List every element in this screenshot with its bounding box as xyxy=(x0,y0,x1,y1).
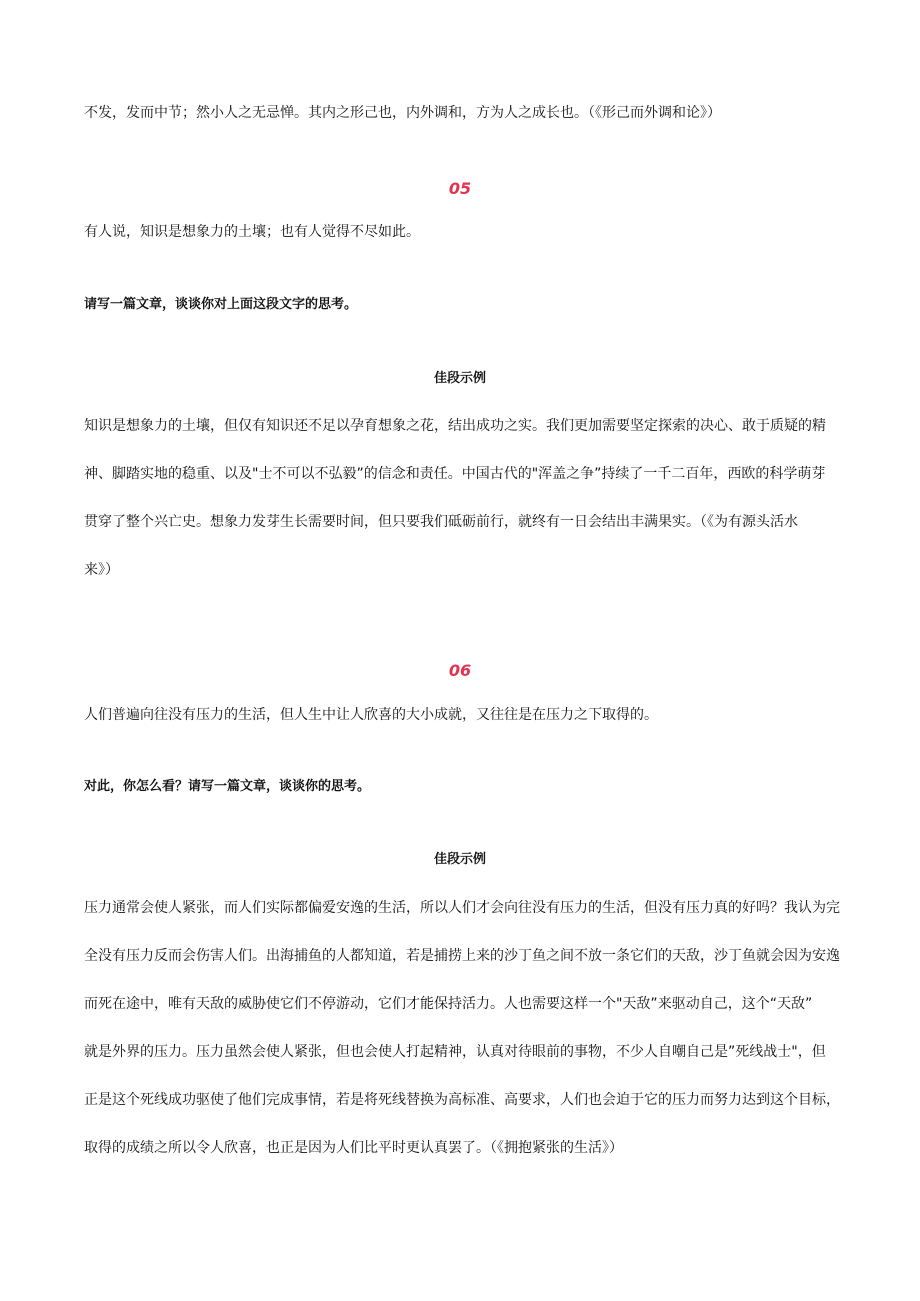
section-number-05: 05 xyxy=(448,179,472,198)
section-05-example-line: 贯穿了整个兴亡史。想象力发芽生长需要时间，但只要我们砥砺前行，就终有一日会结出丰满果实。（《为有源头活水 xyxy=(84,514,798,530)
section-06-example-line: 就是外界的压力。压力虽然会使人紧张，但也会使人打起精神，认真对待眼前的事物，不少人自嘲自己是”死线战士"，但 xyxy=(84,1044,826,1060)
section-05-instruction: 请写一篇文章，谈谈你对上面这段文字的思考。 xyxy=(84,297,358,312)
section-06-example-line: 取得的成绩之所以令人欣喜，也正是因为人们比平时更认真罢了。（《拥抱紧张的生活》） xyxy=(84,1140,623,1156)
section-06-example-line: 全没有压力反而会伤害人们。出海捕鱼的人都知道，若是捕捞上来的沙丁鱼之间不放一条它们的天敌，沙丁鱼就会因为安逸 xyxy=(84,948,840,964)
section-05-example-heading: 佳段示例 xyxy=(433,371,486,386)
section-05-example-line: 知识是想象力的土壤，但仅有知识还不足以孕育想象之花，结出成功之实。我们更加需要坚定探索的决心、敢于质疑的精 xyxy=(84,418,826,434)
section-06-instruction: 对此，你怎么看？请写一篇文章，谈谈你的思考。 xyxy=(84,779,371,794)
section-06-example-heading: 佳段示例 xyxy=(433,852,486,867)
section-05-example-line: 神、脚踏实地的稳重、以及"士不可以不弘毅”的信念和责任。中国古代的"浑盖之争”持续了一千二百年，西欧的科学萌芽 xyxy=(84,466,826,482)
section-06-prompt: 人们普遍向往没有压力的生活，但人生中让人欣喜的大小成就，又往往是在压力之下取得的。 xyxy=(84,707,658,723)
section-06-example-line: 正是这个死线成功驱使了他们完成事情，若是将死线替换为高标准、高要求，人们也会迫于它的压力而努力达到这个目标， xyxy=(84,1092,840,1108)
section-05-example-line: 来》） xyxy=(84,562,119,578)
section-06-example-line: 压力通常会使人紧张，而人们实际都偏爱安逸的生活，所以人们才会向往没有压力的生活，但没有压力真的好吗？我认为完 xyxy=(84,900,840,916)
section-number-06: 06 xyxy=(448,661,472,680)
paragraph-line: 不发，发而中节；然小人之无忌惮。其内之形己也，内外调和，方为人之成长也。（《形己而外调和论》） xyxy=(84,105,721,121)
section-05-prompt: 有人说，知识是想象力的土壤；也有人觉得不尽如此。 xyxy=(84,224,420,240)
section-06-example-line: 而死在途中，唯有天敌的威胁使它们不停游动，它们才能保持活力。人也需要这样一个"天敌”来驱动自己，这个“天敌” xyxy=(84,996,813,1012)
